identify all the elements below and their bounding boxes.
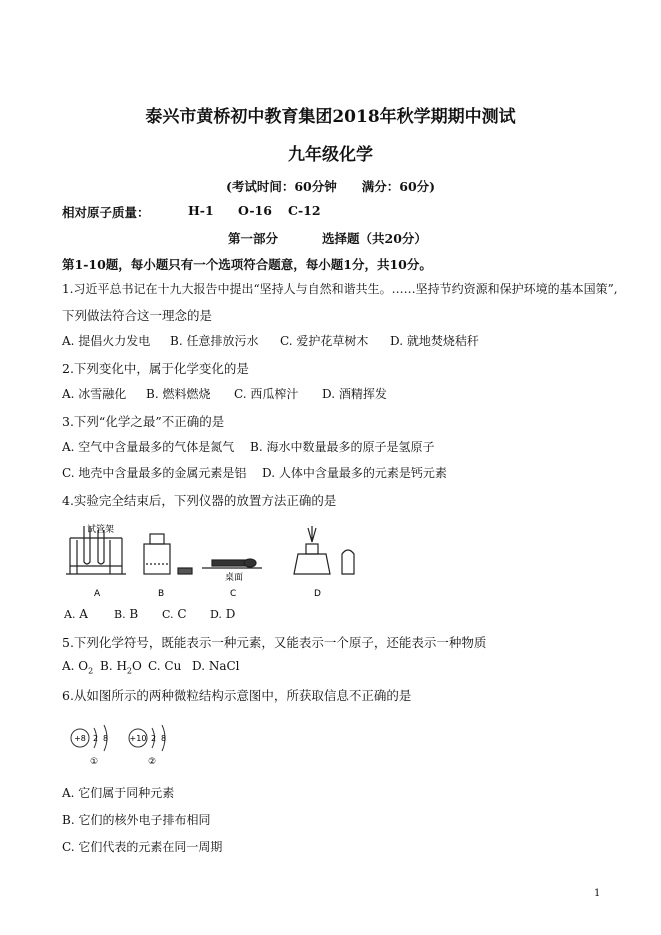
- particle-structure-diagram: [66, 720, 186, 768]
- particle-2-shell-2: 8: [161, 734, 167, 743]
- question-4-option-a-value: A: [79, 607, 88, 621]
- question-5-option-c: C. Cu: [148, 659, 182, 673]
- particle-1-nucleus: +8: [74, 734, 86, 743]
- particle-2-nucleus: +10: [129, 734, 147, 743]
- exam-info: (考试时间：60分钟 满分：60分): [225, 179, 436, 194]
- question-4-option-d-letter: D.: [210, 608, 222, 621]
- question-5-option-d: D. NaCl: [192, 659, 240, 673]
- figure-label-d: D: [314, 589, 321, 599]
- question-2-option-d: D. 酒精挥发: [322, 387, 387, 401]
- question-2-option-b: B. 燃料燃烧: [146, 387, 211, 401]
- page-number: 1: [594, 888, 601, 899]
- question-3-option-d: D. 人体中含量最多的元素是钙元素: [262, 466, 447, 480]
- question-1-option-b: B. 任意排放污水: [170, 334, 259, 348]
- question-5-option-b-suffix: O: [132, 659, 142, 673]
- question-4-option-b: [114, 607, 138, 621]
- table-label: 桌面: [225, 573, 244, 583]
- question-4-stem: 4.实验完全结束后，下列仪器的放置方法正确的是: [62, 493, 337, 508]
- reagent-bottle-illustration: [144, 534, 192, 574]
- alcohol-lamp-illustration: [294, 526, 354, 574]
- part-label: 第一部分: [228, 231, 279, 246]
- figure-label-a: A: [94, 589, 101, 599]
- question-4-option-d: [210, 607, 235, 621]
- figure-label-c: C: [230, 589, 237, 599]
- rack-label: 试管架: [87, 525, 115, 535]
- question-5-option-a: [62, 659, 93, 675]
- atomic-mass-h: H-1: [188, 203, 214, 218]
- question-1-line-2: 下列做法符合这一理念的是: [62, 308, 213, 323]
- question-2-option-a: A. 冰雪融化: [62, 387, 127, 401]
- figure-label-b: B: [158, 589, 165, 599]
- question-5-option-b-subscript: 2: [126, 666, 133, 676]
- question-1-option-c: C. 爱护花草树木: [280, 334, 369, 348]
- question-4-option-c-value: C: [177, 607, 187, 621]
- question-6-option-c: C. 它们代表的元素在同一周期: [62, 840, 223, 854]
- question-2-option-c: C. 西瓜榨汁: [234, 387, 299, 401]
- question-4-option-c: [162, 607, 187, 621]
- question-4-option-b-letter: B.: [114, 608, 126, 621]
- particle-1-shell-1: 2: [93, 734, 99, 743]
- question-4-option-b-value: B: [129, 607, 139, 621]
- question-6-stem: 6.从如图所示的两种微粒结构示意图中，所获取信息不正确的是: [62, 688, 412, 703]
- atomic-mass-c: C-12: [288, 203, 321, 218]
- question-3-stem: 3.下列“化学之最”不正确的是: [62, 414, 225, 429]
- lab-apparatus-figure: [62, 518, 372, 600]
- question-5-option-a-subscript: 2: [88, 666, 94, 676]
- question-1-line-1: 1.习近平总书记在十九大报告中提出“坚持人与自然和谐共生。……坚持节约资源和保护环境的基本国策”,: [62, 282, 618, 296]
- page-title: 泰兴市黄桥初中教育集团2018年秋学期期中测试: [145, 107, 516, 127]
- question-4-option-a: [64, 607, 88, 621]
- atomic-mass-label: 相对原子质量：: [62, 205, 150, 220]
- question-1-option-a: A. 提倡火力发电: [62, 334, 151, 348]
- page-subtitle: 九年级化学: [288, 145, 373, 165]
- question-4-option-d-value: D: [225, 607, 236, 621]
- question-3-option-b: B. 海水中数量最多的原子是氢原子: [250, 440, 435, 454]
- question-5-option-a-text: A. O: [62, 659, 89, 673]
- atomic-mass-o: O-16: [238, 203, 272, 218]
- particle-1-shell-2: 8: [103, 734, 109, 743]
- question-6-option-b: B. 它们的核外电子排布相同: [62, 813, 211, 827]
- question-5-stem: 5.下列化学符号，既能表示一种元素，又能表示一个原子，还能表示一种物质: [62, 635, 487, 650]
- question-4-option-c-letter: C.: [162, 608, 174, 621]
- question-5-option-b-text: B. H: [100, 659, 127, 673]
- section-title: 选择题（共20分）: [322, 231, 427, 246]
- question-3-option-a: A. 空气中含量最多的气体是氮气: [62, 440, 235, 454]
- question-4-option-a-letter: A.: [64, 608, 76, 621]
- particle-1-label: ①: [90, 757, 99, 767]
- question-3-option-c: C. 地壳中含量最多的金属元素是铝: [62, 466, 247, 480]
- particle-2-shell-1: 2: [151, 734, 157, 743]
- question-6-option-a: A. 它们属于同种元素: [62, 786, 175, 800]
- question-1-option-d: D. 就地焚烧秸秆: [390, 334, 479, 348]
- section-instruction: 第1-10题，每小题只有一个选项符合题意，每小题1分，共10分。: [62, 257, 432, 272]
- question-5-option-b: [100, 659, 142, 675]
- particle-2-label: ②: [148, 757, 157, 767]
- dropper-illustration: [202, 559, 262, 568]
- question-2-stem: 2.下列变化中，属于化学变化的是: [62, 361, 249, 376]
